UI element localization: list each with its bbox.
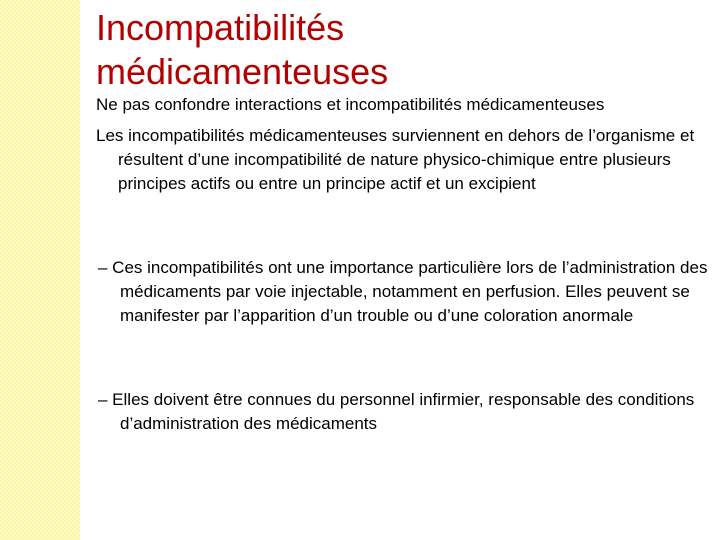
paragraph-nursing-staff: – Elles doivent être connues du personnel infirmier, responsable des conditions d’administration des médicaments (98, 390, 695, 433)
paragraph-definition: Les incompatibilités médicamenteuses surviennent en dehors de l’organisme et résultent d’une incompatibilité de nature physico-chimique entre plusieurs principes actifs ou entre un principe actif et un excipient (96, 126, 695, 193)
slide-title-line-2: médicamenteuses (96, 51, 389, 92)
slide-title-line-1: Incompatibilités (96, 7, 345, 48)
slide-title (96, 6, 388, 94)
paragraph-injectable-importance: – Ces incompatibilités ont une importance particulière lors de l’administration des médicaments par voie injectable, notamment en perfusion. Elles peuvent se manifester par l’apparition d’un trouble ou d’une coloration anormale (98, 258, 708, 325)
slide-subtitle: Ne pas confondre interactions et incompatibilités médicamenteuses (96, 95, 605, 114)
decorative-side-band (0, 0, 80, 540)
